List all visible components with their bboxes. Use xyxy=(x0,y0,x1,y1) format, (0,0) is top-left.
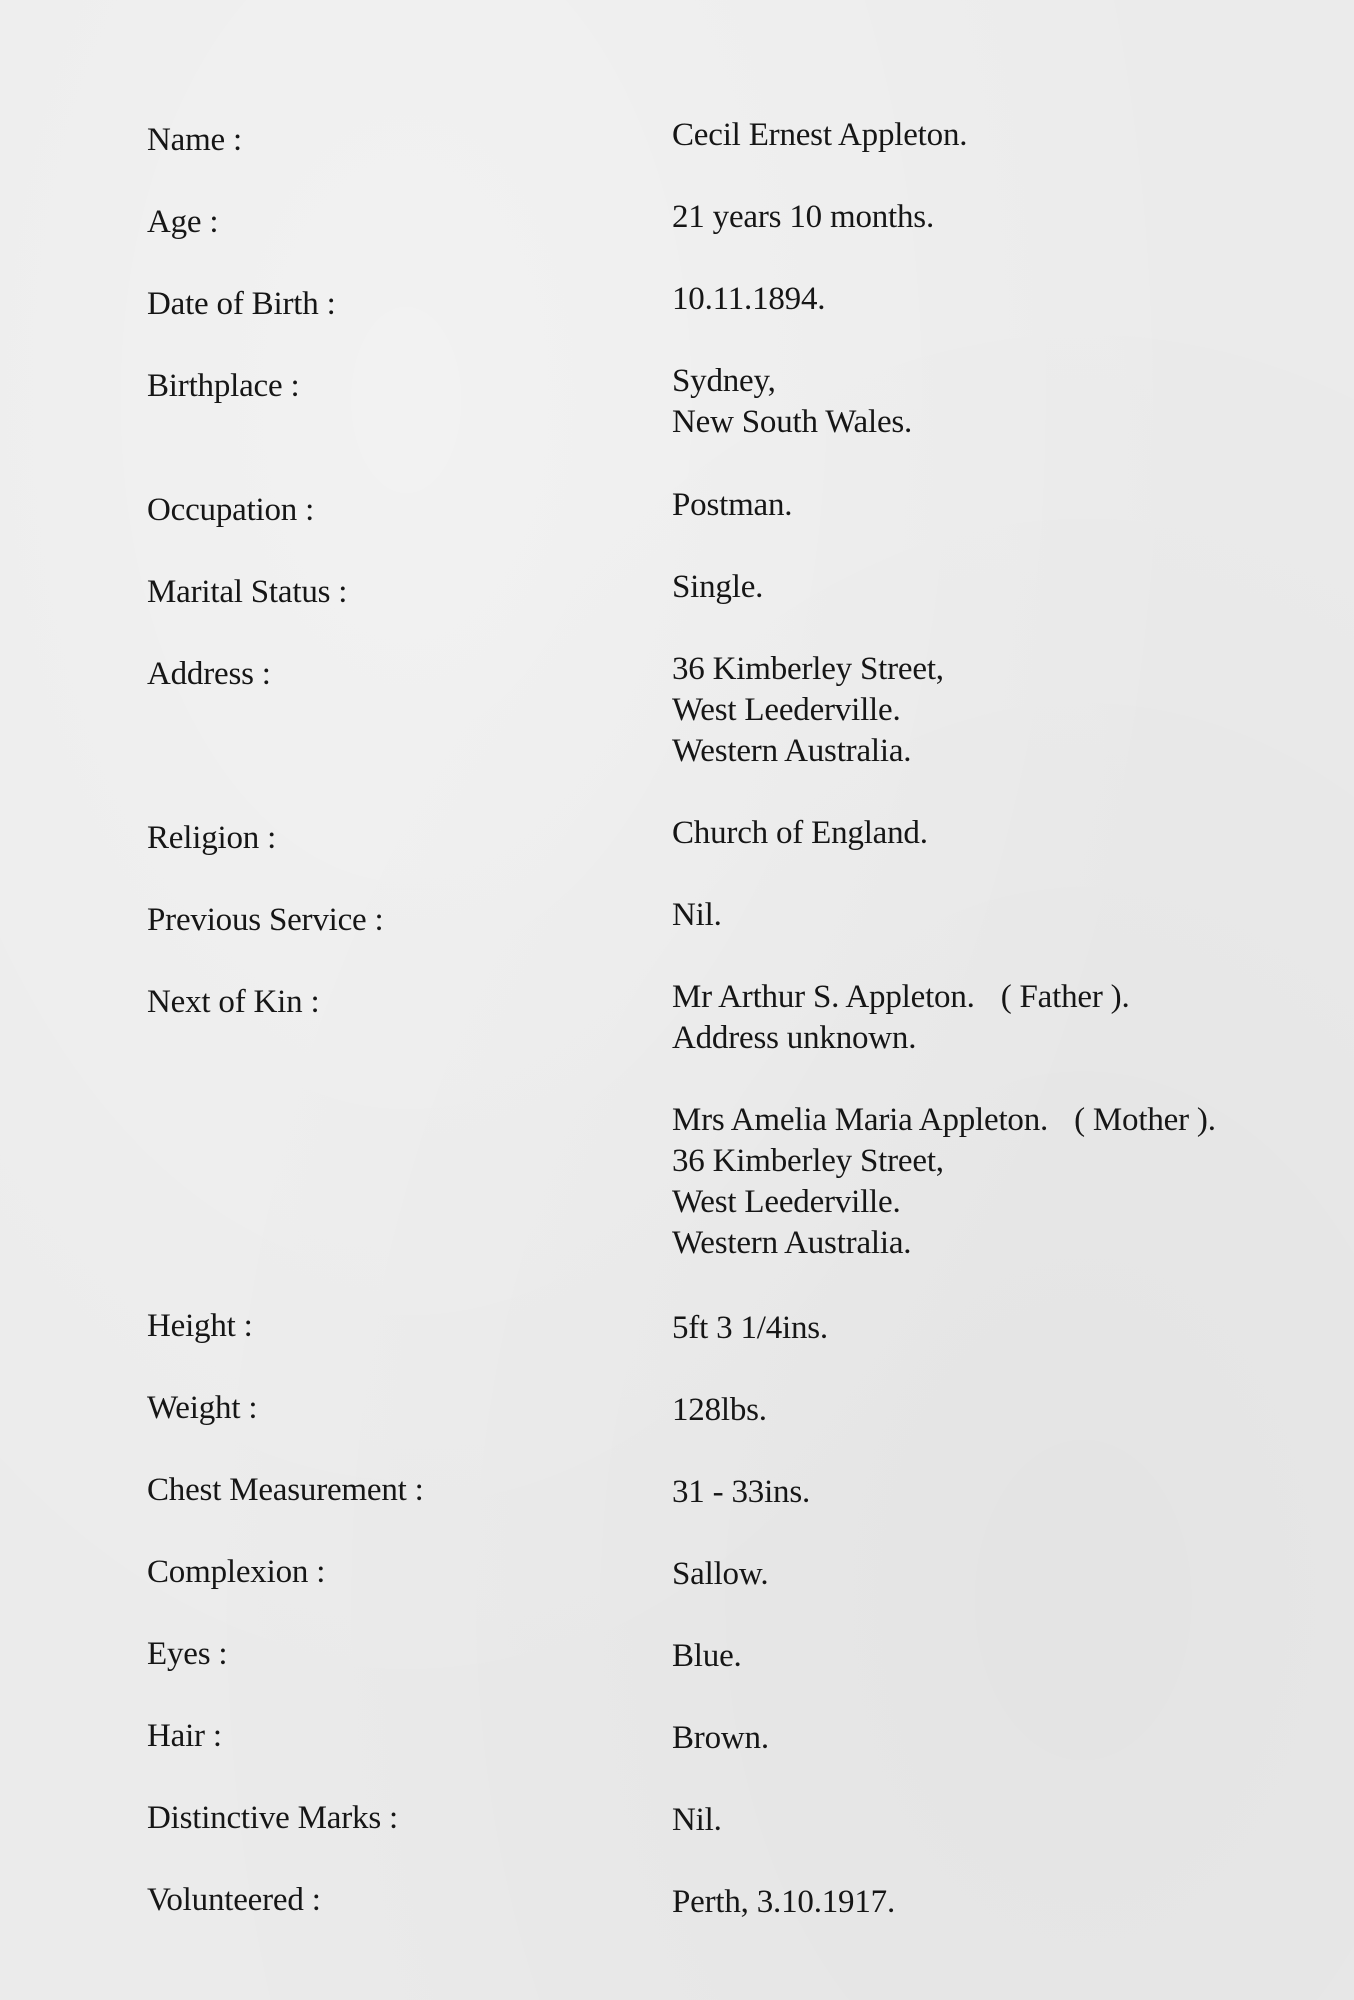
marital-status-value: Single. xyxy=(672,569,764,605)
religion-label: Religion : xyxy=(147,820,277,856)
next-of-kin-label: Next of Kin : xyxy=(147,984,320,1020)
previous-service-label: Previous Service : xyxy=(147,902,384,938)
next-of-kin-mother xyxy=(672,1100,1216,1140)
father-address-line: Address unknown. xyxy=(672,1020,917,1056)
weight-label: Weight : xyxy=(147,1390,258,1426)
volunteered-label: Volunteered : xyxy=(147,1882,321,1918)
hair-value: Brown. xyxy=(672,1720,769,1756)
next-of-kin-father xyxy=(672,977,1130,1017)
address-line: West Leederville. xyxy=(672,692,901,728)
mother-name: Mrs Amelia Maria Appleton. xyxy=(672,1102,1049,1138)
complexion-label: Complexion : xyxy=(147,1554,326,1590)
name-value: Cecil Ernest Appleton. xyxy=(672,117,968,153)
address-line: Western Australia. xyxy=(672,733,912,769)
father-name: Mr Arthur S. Appleton. xyxy=(672,979,975,1015)
name-label: Name : xyxy=(147,122,243,158)
chest-measurement-value: 31 - 33ins. xyxy=(672,1474,811,1510)
age-label: Age : xyxy=(147,204,219,240)
distinctive-marks-value: Nil. xyxy=(672,1802,722,1838)
birthplace-line: New South Wales. xyxy=(672,404,913,440)
height-value: 5ft 3 1/4ins. xyxy=(672,1310,828,1346)
father-relation: ( Father ). xyxy=(1000,979,1130,1015)
previous-service-value: Nil. xyxy=(672,897,722,933)
marital-status-label: Marital Status : xyxy=(147,574,348,610)
mother-relation: ( Mother ). xyxy=(1074,1102,1216,1138)
mother-address-line: Western Australia. xyxy=(672,1225,912,1261)
mother-address-line: 36 Kimberley Street, xyxy=(672,1143,944,1179)
address-label: Address : xyxy=(147,656,271,692)
age-value: 21 years 10 months. xyxy=(672,199,935,235)
weight-value: 128lbs. xyxy=(672,1392,767,1428)
birthplace-label: Birthplace : xyxy=(147,368,300,404)
mother-address-line: West Leederville. xyxy=(672,1184,901,1220)
distinctive-marks-label: Distinctive Marks : xyxy=(147,1800,398,1836)
date-of-birth-value: 10.11.1894. xyxy=(672,281,826,317)
occupation-value: Postman. xyxy=(672,487,793,523)
volunteered-value: Perth, 3.10.1917. xyxy=(672,1884,896,1920)
hair-label: Hair : xyxy=(147,1718,222,1754)
birthplace-line: Sydney, xyxy=(672,363,776,399)
address-line: 36 Kimberley Street, xyxy=(672,651,944,687)
height-label: Height : xyxy=(147,1308,253,1344)
complexion-value: Sallow. xyxy=(672,1556,769,1592)
occupation-label: Occupation : xyxy=(147,492,315,528)
eyes-label: Eyes : xyxy=(147,1636,228,1672)
date-of-birth-label: Date of Birth : xyxy=(147,286,336,322)
eyes-value: Blue. xyxy=(672,1638,742,1674)
chest-measurement-label: Chest Measurement : xyxy=(147,1472,424,1508)
religion-value: Church of England. xyxy=(672,815,928,851)
